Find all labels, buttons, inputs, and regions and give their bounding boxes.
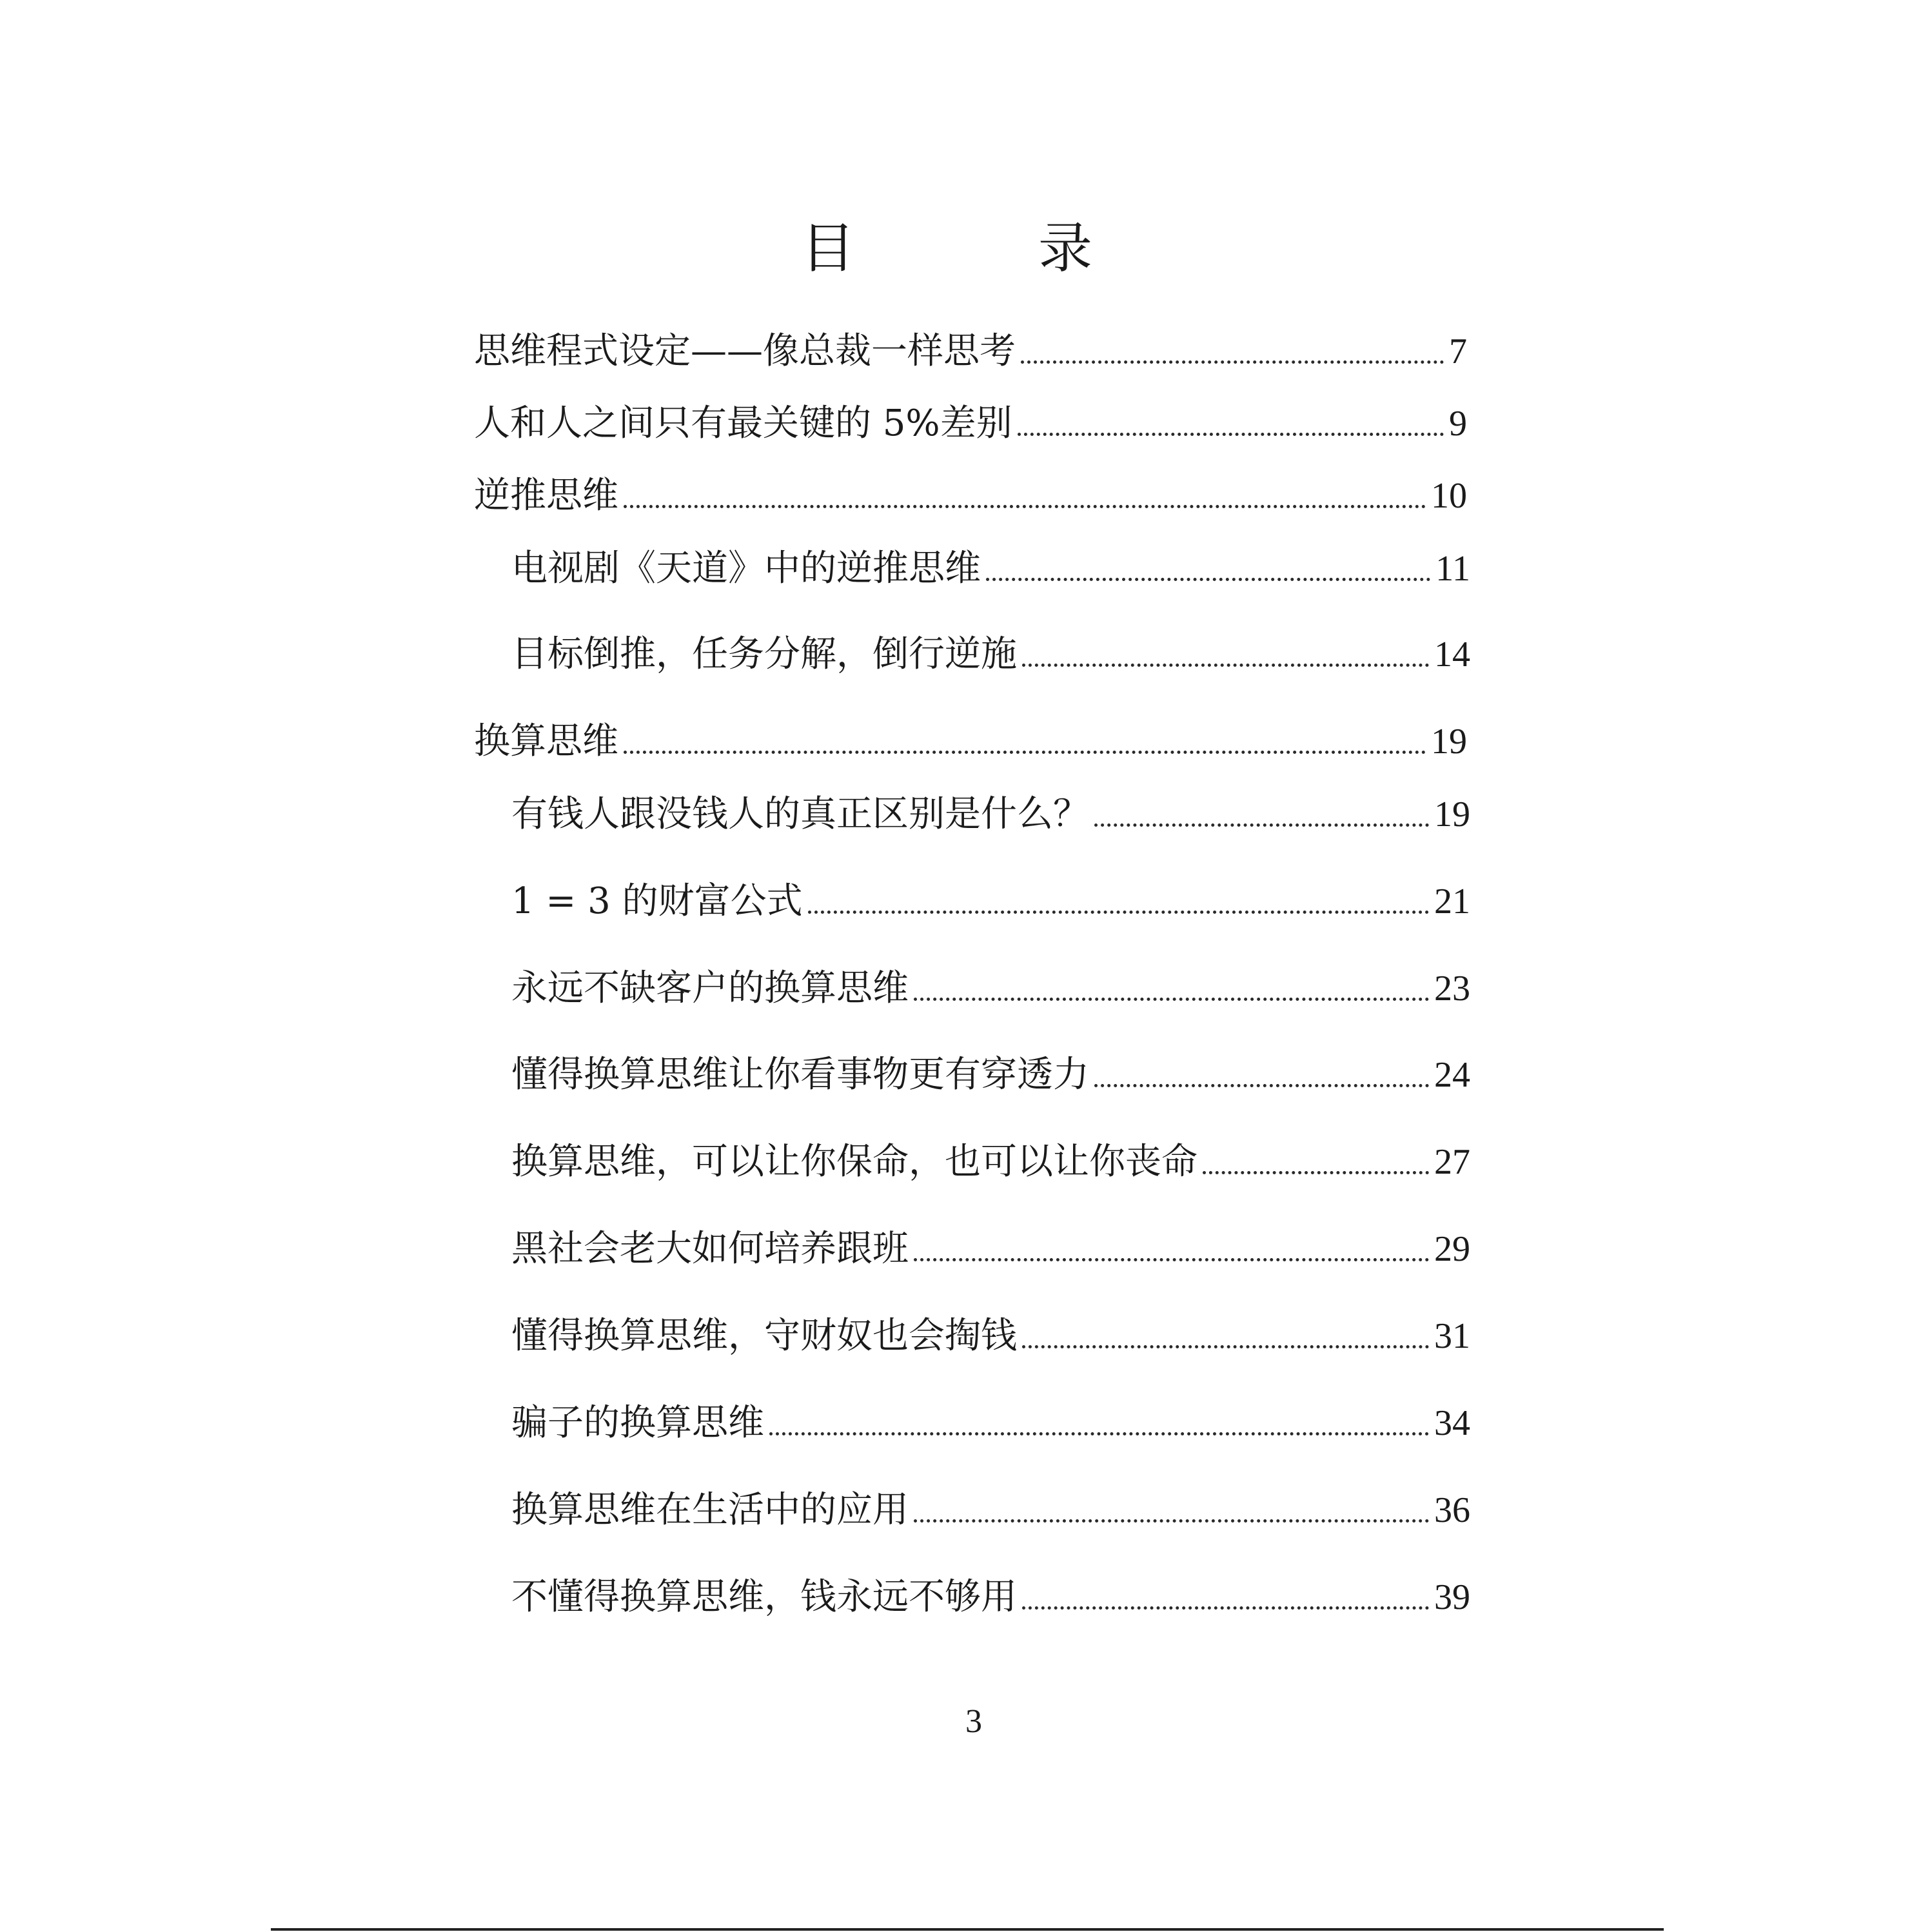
dot-leader <box>1022 1606 1429 1610</box>
toc-entry-page: 29 <box>1434 1229 1470 1269</box>
toc-entry-title: 换算思维 <box>474 720 618 762</box>
toc-entry-title: 逆推思维 <box>474 475 618 517</box>
dot-leader <box>1094 1083 1429 1087</box>
toc-entry-title: 不懂得换算思维，钱永远不够用 <box>511 1576 1017 1618</box>
dot-leader <box>1094 823 1429 827</box>
toc-entry[interactable] <box>511 1575 1470 1620</box>
dot-leader <box>1022 1345 1429 1348</box>
toc-entry[interactable] <box>474 329 1467 374</box>
dot-leader <box>808 910 1429 914</box>
toc-entry[interactable] <box>511 966 1470 1011</box>
page-title: 目 录 <box>800 217 1157 280</box>
toc-entry[interactable] <box>511 1401 1470 1446</box>
dot-leader <box>986 577 1430 581</box>
toc-entry-title: 思维程式设定——像总裁一样思考 <box>474 330 1016 372</box>
toc-entry-title: 目标倒推，任务分解，倒行逆施 <box>511 633 1017 675</box>
dot-leader <box>624 504 1426 508</box>
toc-entry-page: 39 <box>1434 1577 1470 1617</box>
toc-entry-page: 24 <box>1434 1055 1470 1095</box>
toc-entry[interactable] <box>511 879 1470 924</box>
toc-entry-page: 14 <box>1434 635 1470 675</box>
toc-entry-page: 34 <box>1434 1403 1470 1443</box>
page-number: 3 <box>965 1703 982 1740</box>
toc-entry-title: 换算思维，可以让你保命，也可以让你丧命 <box>511 1141 1198 1183</box>
dot-leader <box>769 1432 1429 1435</box>
toc-entry-page: 19 <box>1431 722 1467 762</box>
toc-entry-page: 31 <box>1434 1316 1470 1356</box>
toc-entry-title: 骗子的换算思维 <box>511 1402 764 1444</box>
toc-entry-title: 懂得换算思维，守财奴也会掏钱 <box>511 1315 1017 1357</box>
dot-leader <box>914 997 1429 1001</box>
toc-entry[interactable] <box>511 1139 1470 1185</box>
dot-leader <box>1022 663 1429 667</box>
toc-entry[interactable] <box>474 401 1467 446</box>
toc-entry-page: 21 <box>1434 882 1470 922</box>
toc-entry-page: 23 <box>1434 969 1470 1009</box>
dot-leader <box>914 1519 1429 1523</box>
dot-leader <box>1018 432 1444 436</box>
toc-entry[interactable] <box>511 1052 1470 1098</box>
toc-entry-title: 永远不缺客户的换算思维 <box>511 967 909 1009</box>
toc-entry-title: 电视剧《天道》中的逆推思维 <box>511 547 981 589</box>
toc-entry[interactable] <box>511 1488 1470 1533</box>
toc-entry[interactable] <box>474 719 1467 764</box>
toc-entry[interactable] <box>511 792 1470 837</box>
toc-entry-title: 懂得换算思维让你看事物更有穿透力 <box>511 1054 1089 1096</box>
toc-entry-page: 7 <box>1449 331 1467 371</box>
toc-entry[interactable] <box>474 473 1467 518</box>
toc-entry-title: 换算思维在生活中的应用 <box>511 1489 909 1531</box>
toc-entry-title: 1 = 3 的财富公式 <box>511 880 803 922</box>
toc-entry-title: 黑社会老大如何培养跟班 <box>511 1228 909 1270</box>
toc-entry-page: 36 <box>1434 1490 1470 1530</box>
dot-leader <box>624 750 1426 754</box>
dot-leader <box>1203 1170 1429 1174</box>
toc-entry-page: 11 <box>1435 549 1470 589</box>
toc-entry[interactable] <box>511 1227 1470 1272</box>
dot-leader <box>1021 360 1444 364</box>
toc-entry-title: 人和人之间只有最关键的 5%差别 <box>474 402 1012 444</box>
toc-entry[interactable] <box>511 546 1470 591</box>
toc-entry-title: 有钱人跟没钱人的真正区别是什么？ <box>511 793 1089 835</box>
dot-leader <box>914 1257 1429 1261</box>
footer-rule <box>271 1928 1664 1931</box>
toc-entry[interactable] <box>511 632 1470 677</box>
toc-entry[interactable] <box>511 1314 1470 1359</box>
toc-entry-page: 27 <box>1434 1142 1470 1182</box>
toc-entry-page: 9 <box>1449 404 1467 444</box>
toc-entry-page: 10 <box>1431 476 1467 516</box>
toc-entry-page: 19 <box>1434 794 1470 834</box>
